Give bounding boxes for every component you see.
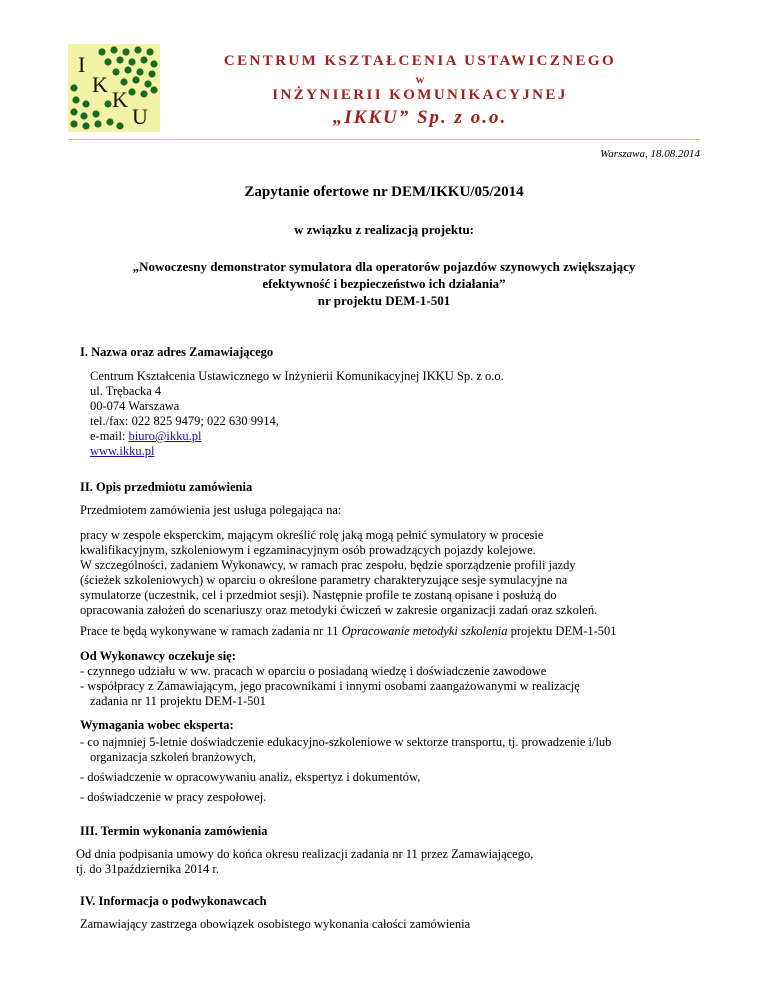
requirement-item-cont: organizacja szkoleń branżowych, [90,750,257,764]
section-2-task [80,624,617,639]
logo-dot [146,48,153,55]
logo-dot [98,48,105,55]
logo-dot [144,80,151,87]
requirements-heading: Wymagania wobec eksperta: [80,718,234,732]
contractor-item: - współpracy z Zamawiającym, jego pracownikami i innymi osobami zaangażowanymi w realizację [80,679,580,693]
project-number: nr projektu DEM-1-501 [317,293,451,308]
logo-dot [148,70,155,77]
address-line: tel./fax: 022 825 9479; 022 630 9914, [90,414,279,428]
logo-dot [150,60,157,67]
logo-dot [128,88,135,95]
logo-dot [70,108,77,115]
section-3-text [76,847,533,877]
description-line: W szczególności, zadaniem Wykonawcy, w ramach prac zespołu, będzie sporządzenie profili jazdy [80,558,576,572]
task-project: projektu DEM-1-501 [507,624,617,638]
section-1-address [90,369,504,459]
logo-dot [116,122,123,129]
description-line: kwalifikacyjnym, szkoleniowym i egzaminacyjnym osób prowadzących pojazdy kolejowe. [80,543,536,557]
logo-dot [82,100,89,107]
logo-dot [136,68,143,75]
logo-dot [80,112,87,119]
logo-dot [116,56,123,63]
address-line: Centrum Kształcenia Ustawicznego w Inżynierii Komunikacyjnej IKKU Sp. z o.o. [90,369,504,383]
project-title [60,258,708,309]
logo-dot [128,58,135,65]
contractor-list [80,664,580,709]
deadline-line: tj. do 31października 2014 r. [76,862,220,876]
logo-letter-u: U [132,104,148,129]
address-line: 00-074 Warszawa [90,399,180,413]
header-divider [68,139,700,140]
logo-dot [82,122,89,129]
section-4-text: Zamawiający zastrzega obowiązek osobistego wykonania całości zamówienia [80,917,471,931]
logo-dot [122,48,129,55]
deadline-line: Od dnia podpisania umowy do końca okresu realizacji zadania nr 11 przez Zamawiającego, [76,847,534,861]
section-1-heading: I. Nazwa oraz adres Zamawiającego [80,345,274,359]
requirement-item: - doświadczenie w pracy zespołowej. [80,790,267,804]
logo-dot [94,120,101,127]
contractor-heading: Od Wykonawcy oczekuje się: [80,649,236,663]
logo-dot [140,56,147,63]
org-name-line4: „IKKU” Sp. z o.o. [332,107,508,128]
logo-dot [92,110,99,117]
org-name-line2: w [415,72,425,86]
document-date: Warszawa, 18.08.2014 [600,148,700,160]
logo-dot [132,76,139,83]
logo-dot [104,58,111,65]
logo-dot [120,78,127,85]
project-title-line1: „Nowoczesny demonstrator symulatora dla operatorów pojazdów szynowych zwiększający [132,259,636,274]
logo-dot [140,90,147,97]
logo-dot [134,46,141,53]
logo-graphic [68,44,160,132]
section-2-heading: II. Opis przedmiotu zamówienia [80,480,253,494]
ikku-logo [68,44,160,132]
address-line: ul. Trębacka 4 [90,384,162,398]
email-label: e-mail: [90,429,129,443]
org-name-line1: CENTRUM KSZTAŁCENIA USTAWICZNEGO [223,53,617,69]
description-line: symulatorze (uczestnik, cel i przedmiot sesji). Następnie profile te zostaną opisane i posłużą do [80,588,557,602]
description-line: pracy w zespole eksperckim, mającym określić rolę jaką mogą pełnić symulatory w procesie [80,528,544,542]
email-line [90,429,504,444]
requirement-item: - co najmniej 5-letnie doświadczenie edukacyjno-szkoleniowe w sektorze transportu, tj. prowadzenie i/lub [80,735,612,749]
logo-dot [112,68,119,75]
section-4-heading: IV. Informacja o podwykonawcach [80,894,267,908]
description-line: opracowania założeń do scenariuszy oraz metodyki ćwiczeń w zakresie organizacji zadań oraz szkoleń. [80,603,598,617]
project-title-line2: efektywność i bezpieczeństwo ich działania” [262,276,506,291]
logo-dot [70,84,77,91]
description-line: (ścieżek szkoleniowych) w oparciu o określone parametry charakteryzujące sesje symulacyjne na [80,573,568,587]
logo-dot [104,100,111,107]
logo-letter-k2: K [112,87,128,112]
section-3-heading: III. Termin wykonania zamówienia [80,824,268,838]
requirements-list [80,735,611,805]
logo-dot [110,46,117,53]
document-title: Zapytanie ofertowe nr DEM/IKKU/05/2014 [244,184,524,200]
logo-dot [106,118,113,125]
contractor-item: - czynnego udziału w ww. pracach w oparciu o posiadaną wiedzę i doświadczenie zawodowe [80,664,547,678]
document-subtitle: w związku z realizacją projektu: [293,222,475,237]
email-link[interactable]: biuro@ikku.pl [128,429,202,443]
section-2-intro: Przedmiotem zamówienia jest usługa polegająca na: [80,503,342,517]
contractor-item-cont: zadania nr 11 projektu DEM-1-501 [90,694,266,708]
requirement-item: - doświadczenie w opracowywaniu analiz, ekspertyz i dokumentów, [80,770,421,784]
section-2-description [80,528,597,618]
logo-letter-i: I [78,52,86,77]
task-name: Opracowanie metodyki szkolenia [341,624,508,638]
task-text: Prace te będą wykonywane w ramach zadania nr 11 [80,624,342,638]
logo-dot [150,86,157,93]
website-link[interactable]: www.ikku.pl [90,444,155,458]
logo-letter-k1: K [92,72,108,97]
logo-dot [124,66,131,73]
logo-dot [70,120,77,127]
logo-dot [72,96,79,103]
org-name-line3: INŻYNIERII KOMUNIKACYJNEJ [272,87,568,103]
